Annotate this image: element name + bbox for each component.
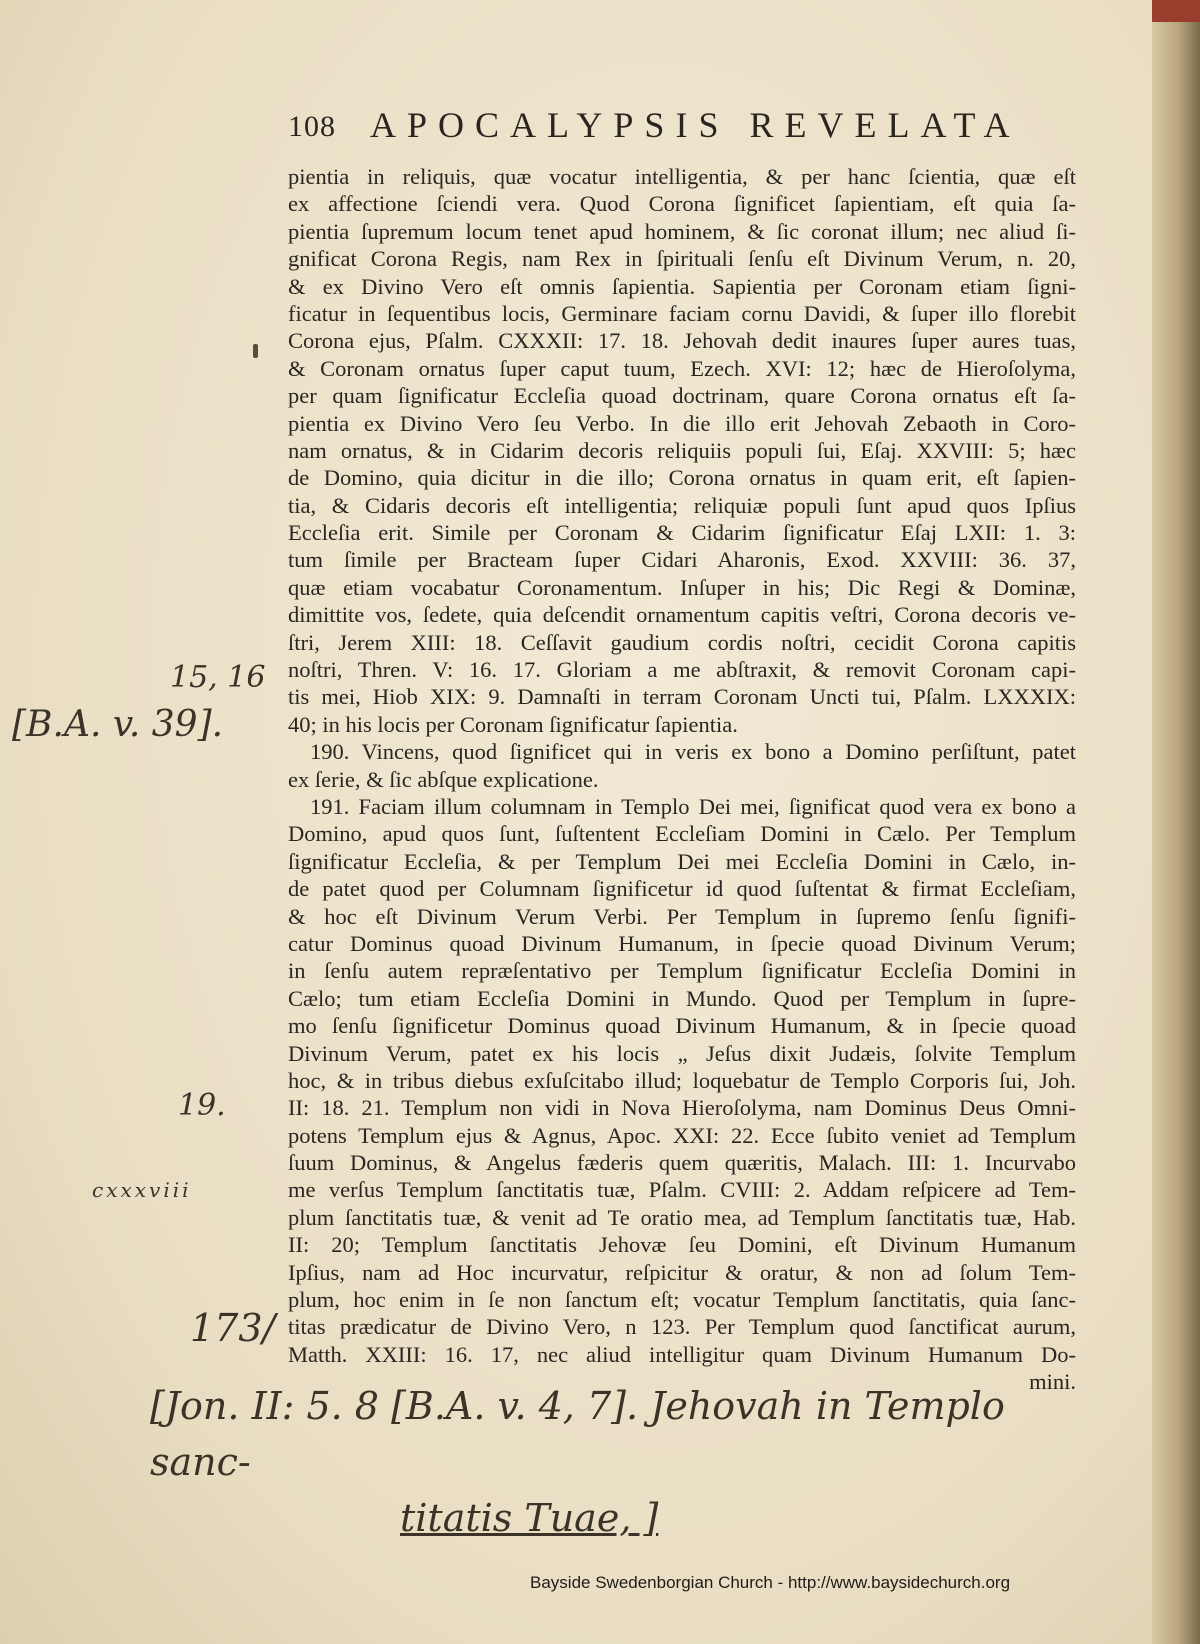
text-line: tum ſimile per Bracteam ſuper Cidari Aharonis, Exod. XXVIII: 36. 37,	[288, 547, 1076, 573]
text-line: pientia ex Divino Vero ſeu Verbo. In die illo erit Jehovah Zebaoth in Coro-	[288, 410, 1076, 436]
text-line: ex ſerie, & ſic abſque explicatione.	[288, 766, 599, 792]
page-number: 108	[288, 110, 336, 143]
text-line: noſtri, Thren. V: 16. 17. Gloriam a me abſtraxit, & removit Coronam capi-	[288, 657, 1076, 683]
text-line: plum, hoc enim in ſe non ſanctum eſt; vocatur Templum ſanctitatis, quia ſanc-	[288, 1287, 1076, 1313]
text-line: tia, & Cidaris decoris eſt intelligentia; reliquiæ populi ſunt apud quos Ipſius	[288, 492, 1076, 518]
text-line: mini.	[1029, 1369, 1076, 1395]
margin-note-verse-19: 19.	[178, 1088, 226, 1123]
book-spine	[1152, 0, 1200, 1644]
text-line: gnificat Corona Regis, nam Rex in ſpirituali ſenſu eſt Divinum Verum, n. 20,	[288, 246, 1076, 272]
footer-credit: Bayside Swedenborgian Church - http://www.baysidechurch.org	[530, 1573, 1011, 1592]
margin-note-reference: [B.A. v. 39].	[12, 704, 224, 745]
text-line: mo ſenſu ſignificetur Dominus quoad Divinum Humanum, & in ſpecie quoad	[288, 1013, 1076, 1039]
text-line: nam ornatus, & in Cidarim decoris reliquiis populi ſui, Eſaj. XXVIII: 5; hæc	[288, 437, 1076, 463]
text-line: 40; in his locis per Coronam ſignificatur ſapientia.	[288, 711, 738, 737]
text-line: Corona ejus, Pſalm. CXXXII: 17. 18. Jehovah dedit inaures ſuper aures tuas,	[288, 328, 1076, 354]
text-line: plum ſanctitatis tuæ, & venit ad Te oratio mea, ad Templum ſanctitatis tuæ, Hab.	[288, 1204, 1076, 1230]
text-line: titas prædicatur de Divino Vero, n 123. Per Templum quod ſanctificat aurum,	[288, 1314, 1076, 1340]
running-header	[288, 104, 1076, 154]
text-line: Cælo; tum etiam Eccleſia Domini in Mundo. Quod per Templum in ſupre-	[288, 985, 1076, 1011]
text-line: me verſus Templum ſanctitatis tuæ, Pſalm. CVIII: 2. Addam reſpicere ad Tem-	[288, 1177, 1076, 1203]
text-line: catur Dominus quoad Divinum Humanum, in ſpecie quoad Divinum Verum;	[288, 930, 1076, 956]
main-text	[288, 163, 1076, 1396]
running-title: APOCALYPSIS REVELATA	[370, 105, 1021, 145]
text-line: per quam ſignificatur Eccleſia quoad doctrinam, quare Corona ornatus eſt ſa-	[288, 383, 1076, 409]
text-line: potens Templum ejus & Agnus, Apoc. XXI: 22. Ecce ſubito veniet ad Templum	[288, 1122, 1076, 1148]
text-line: Ipſius, nam ad Hoc incurvatur, reſpicitur & oratur, & non ad ſolum Tem-	[288, 1259, 1076, 1285]
text-line: ex affectione ſciendi vera. Quod Corona ſignificet ſapientiam, eſt quia ſa-	[288, 191, 1076, 217]
text-line: de patet quod per Columnam ſignificetur id quod ſuſtentat & firmat Eccleſiam,	[288, 876, 1076, 902]
paragraph-191-start: 191. Faciam illum columnam in Templo Dei mei, ſignificat quod vera ex bono a	[310, 793, 1076, 819]
handwritten-note-line: titatis Tuae, ]	[400, 1496, 659, 1540]
text-line: ſuum Dominus, & Angelus fæderis quem quæritis, Malach. III: 1. Incurvabo	[288, 1150, 1076, 1176]
margin-note-psalm: cxxxviii	[92, 1178, 192, 1202]
text-line: & hoc eſt Divinum Verum Verbi. Per Templum in ſupremo ſenſu ſignifi-	[288, 903, 1076, 929]
text-line: ficatur in ſequentibus locis, Germinare faciam cornu Davidi, & ſuper illo florebit	[288, 300, 1076, 326]
text-line: II: 18. 21. Templum non vidi in Nova Hieroſolyma, nam Dominus Deus Omni-	[288, 1095, 1076, 1121]
margin-note-number: 173/	[190, 1306, 276, 1350]
text-line: & ex Divino Vero eſt omnis ſapientia. Sapientia per Coronam etiam ſigni-	[288, 273, 1076, 299]
text-line: Domino, apud quos ſunt, ſuſtentent Eccleſiam Domini in Cælo. Per Templum	[288, 821, 1076, 847]
text-line: pientia ſupremum locum tenet apud hominem, & ſic coronat illum; nec aliud ſi-	[288, 218, 1076, 244]
text-line: Divinum Verum, patet ex his locis „ Jeſus dixit Judæis, ſolvite Templum	[288, 1040, 1076, 1066]
handwritten-note	[150, 1378, 1110, 1546]
ink-mark	[253, 344, 258, 358]
text-line: tis mei, Hiob XIX: 9. Damnaſti in terram Coronam Uncti tui, Pſalm. LXXXIX:	[288, 684, 1076, 710]
margin-note-verse: 15, 16	[170, 660, 266, 695]
handwritten-note-line: [Jon. II: 5. 8 [B.A. v. 4, 7]. Jehovah in Templo sanc-	[150, 1384, 1005, 1484]
text-line: pientia in reliquis, quæ vocatur intelligentia, & per hanc ſcientia, quæ eſt	[288, 164, 1076, 189]
text-line: ſignificatur Eccleſia, & per Templum Dei mei Eccleſia Domini in Cælo, in-	[288, 848, 1076, 874]
text-line: ſtri, Jerem XIII: 18. Ceſſavit gaudium cordis noſtri, cecidit Corona capitis	[288, 629, 1076, 655]
text-line: Matth. XXIII: 16. 17, nec aliud intelligitur quam Divinum Humanum Do-	[288, 1341, 1076, 1367]
paragraph-190-start: 190. Vincens, quod ſignificet qui in veris ex bono a Domino perſiſtunt, patet	[310, 739, 1076, 765]
text-line: Eccleſia erit. Simile per Coronam & Cidarim ſignificatur Eſaj LXII: 1. 3:	[288, 520, 1076, 546]
text-line: II: 20; Templum ſanctitatis Jehovæ ſeu Domini, eſt Divinum Humanum	[288, 1232, 1076, 1258]
text-line: de Domino, quia dicitur in die illo; Corona ornatus in quam erit, eſt ſapien-	[288, 465, 1076, 491]
text-line: hoc, & in tribus diebus exſuſcitabo illud; loquebatur de Templo Corporis ſui, Joh.	[288, 1067, 1076, 1093]
text-line: quæ etiam vocabatur Coronamentum. Inſuper in his; Dic Regi & Dominæ,	[288, 574, 1076, 600]
text-line: & Coronam ornatus ſuper caput tuum, Ezech. XVI: 12; hæc de Hieroſolyma,	[288, 355, 1076, 381]
text-line: in ſenſu autem repræſentativo per Templum ſignificatur Eccleſia Domini in	[288, 958, 1076, 984]
spine-edge	[1152, 0, 1200, 22]
text-line: dimittite vos, ſedete, quia deſcendit ornamentum capitis veſtri, Corona decoris ve-	[288, 602, 1076, 628]
